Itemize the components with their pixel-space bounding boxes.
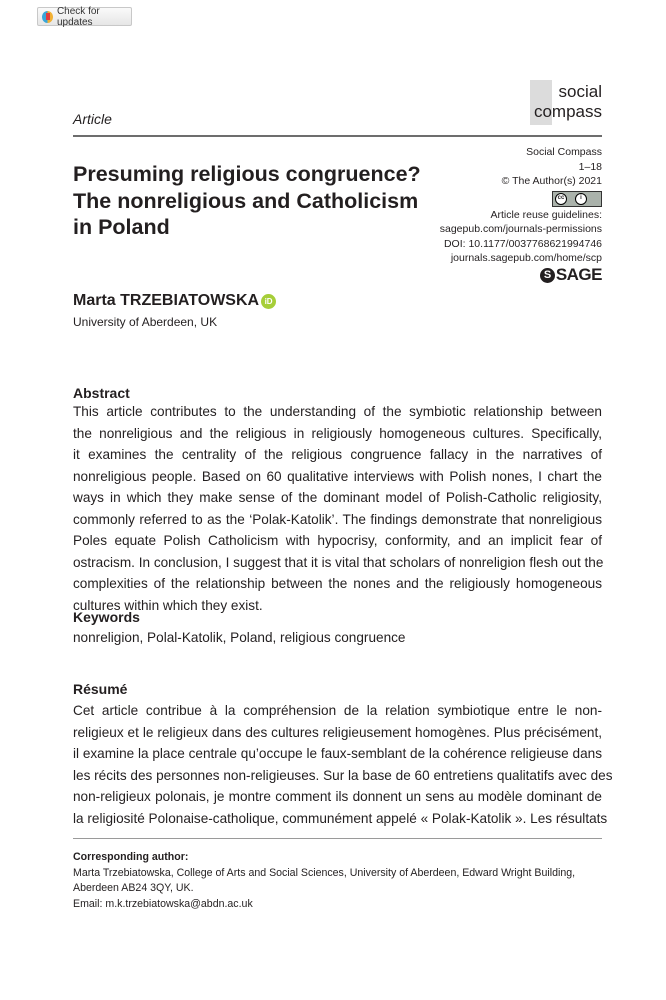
- reuse-label: Article reuse guidelines:: [490, 208, 602, 221]
- abstract-line: ostracism. In conclusion, I suggest that it is vital that scholars of nonreligion flesh out the: [73, 554, 604, 570]
- corresponding-author: [73, 850, 575, 912]
- corresponding-heading: Corresponding author:: [73, 851, 189, 863]
- abstract-line: the nonreligious and the religious in religiously homogeneous cultures. Specifically,: [73, 425, 602, 441]
- header-rule: [73, 135, 602, 137]
- abstract-line: ways in which they make sense of the dominant model of Polish-Catholic religiosity,: [73, 490, 602, 505]
- resume-line: les récits des personnes non-religieuses. Sur la base de 60 entretiens qualitatifs avec des: [73, 767, 613, 783]
- article-meta: [440, 145, 602, 283]
- doi[interactable]: DOI: 10.1177/0037768621994746: [443, 237, 602, 250]
- resume-line: religieux et le religieux dans des cultures religieusement homogènes. Plus précisément,: [73, 724, 602, 740]
- abstract-text: [73, 401, 602, 616]
- corresponding-email[interactable]: Email: m.k.trzebiatowska@abdn.ac.uk: [73, 897, 253, 910]
- resume-line: non-religieux polonais, je montre comment ils donnent un sens au modèle dominant de: [73, 789, 602, 804]
- page-range: 1–18: [578, 160, 602, 173]
- by-icon: i: [575, 193, 587, 205]
- article-title: Presuming religious congruence? The nonreligious and Catholicism in Poland: [73, 162, 421, 239]
- abstract-line: This article contributes to the understanding of the symbiotic relationship between: [73, 404, 602, 419]
- author: [73, 292, 276, 310]
- abstract-line: nonreligious people. Based on 60 qualitative interviews with Polish nones, I chart the: [73, 468, 602, 484]
- reuse-link[interactable]: sagepub.com/journals-permissions: [439, 223, 602, 235]
- article-type: Article: [73, 111, 112, 127]
- copyright: © The Author(s) 2021: [501, 175, 602, 187]
- author-name: Marta TRZEBIATOWSKA: [73, 292, 260, 309]
- journal-name: Social Compass: [526, 146, 602, 158]
- keywords-heading: Keywords: [73, 609, 140, 625]
- resume-line: la religiosité Polonaise-catholique, communément appelé « Polak-Katolik ». Les résultats: [73, 810, 608, 826]
- resume-line: Cet article contribue à la compréhension de la relation symbiotique entre le non-: [73, 703, 602, 718]
- sage-s-icon: S: [540, 268, 555, 283]
- cc-by-badge: [440, 189, 602, 208]
- author-affiliation: University of Aberdeen, UK: [73, 315, 218, 329]
- orcid-icon[interactable]: iD: [261, 294, 276, 309]
- check-for-updates-button[interactable]: [37, 7, 132, 26]
- sage-logo: S SAGE: [440, 268, 602, 283]
- footnote-rule: [73, 838, 602, 839]
- resume-text: [73, 700, 613, 829]
- journal-home-link[interactable]: journals.sagepub.com/home/scp: [450, 252, 602, 264]
- abstract-line: Poles equate Polish Catholicism with hypocrisy, conformity, and an implicit fear of: [73, 533, 602, 548]
- check-for-updates-label: Check for updates: [56, 5, 100, 28]
- keywords-text: nonreligion, Polal-Katolik, Poland, religious congruence: [73, 630, 406, 645]
- crossmark-icon: [42, 11, 53, 23]
- corresponding-address-line1: Marta Trzebiatowska, College of Arts and Social Sciences, University of Aberdeen, Edward Wright Building,: [73, 866, 576, 879]
- journal-logo-line2: compass: [533, 102, 602, 121]
- abstract-line: it examines the centrality of the religious congruence fallacy in the narratives of: [73, 447, 602, 462]
- resume-heading: Résumé: [73, 681, 128, 697]
- abstract-line: complexities of the relationship between the nones and the religiously homogeneous: [73, 576, 602, 591]
- cc-icon: cc: [555, 193, 567, 205]
- abstract-line: commonly referred to as the ‘Polak-Katolik’. The findings demonstrate that nonreligious: [73, 511, 602, 527]
- resume-line: il examine la place centrale qu’occupe le faux-semblant de la cohérence religieuse dans: [73, 746, 602, 761]
- corresponding-address-line2: Aberdeen AB24 3QY, UK.: [73, 882, 194, 894]
- journal-logo-line1: social: [558, 82, 602, 101]
- abstract-line: cultures within which they exist.: [73, 597, 263, 613]
- abstract-heading: Abstract: [73, 385, 130, 401]
